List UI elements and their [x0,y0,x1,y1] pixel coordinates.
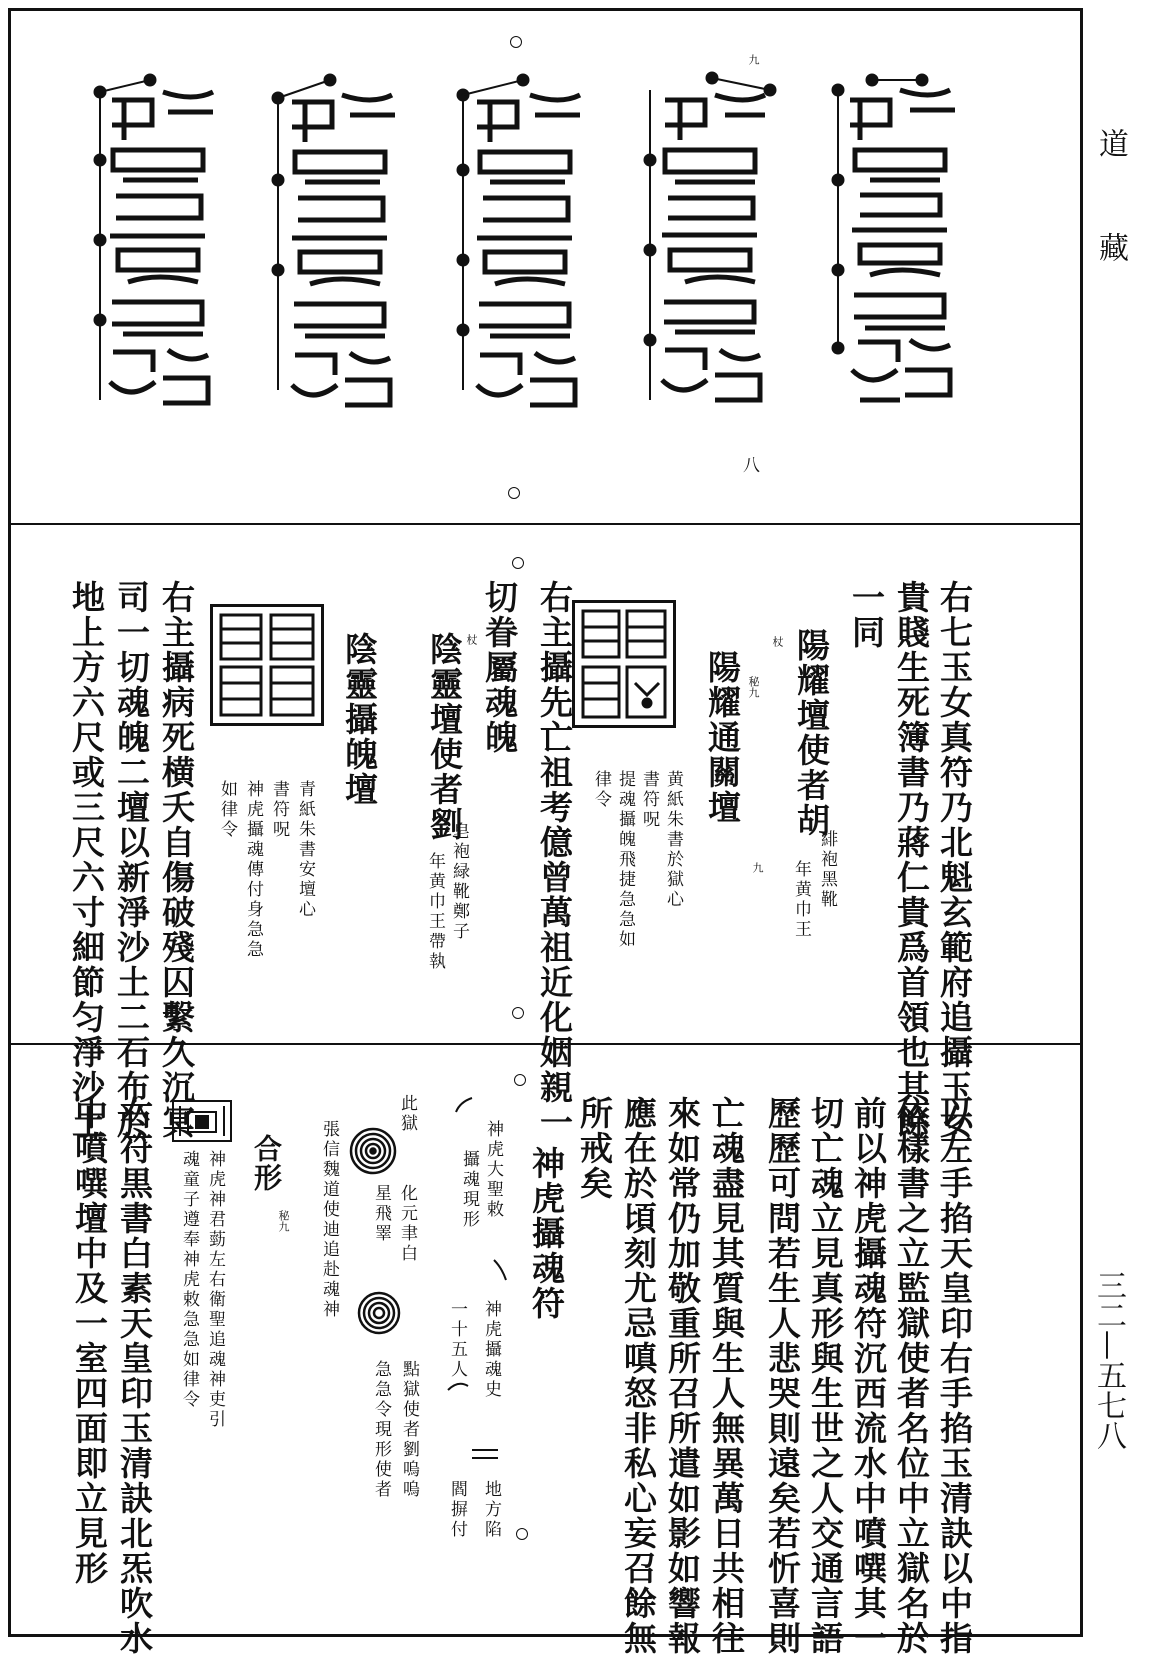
p3-col-2: 依樣書之立監獄使者名位中立獄名於 [892,1096,931,1656]
binding-hole-top [510,36,522,48]
p2-nine-mark: 九 [751,862,764,873]
p3-note-8: 星飛睪 [371,1184,391,1244]
p2-note-5: 提魂攝魄飛捷急急如 [615,770,635,950]
panel-divider-upper [8,523,1083,525]
p2-note-6: 律令 [591,770,611,810]
p3-col-5: 歷歷可問若生人悲哭則遠矣若忻喜則 [763,1096,802,1656]
p3-small-mark: 秘九 [277,1210,290,1232]
binding-hole-p2-bottom [512,1007,524,1019]
talisman-stroke-marks [432,1090,512,1510]
spiral-seal-lower [356,1290,402,1336]
p3-note-2: 攝魂現形 [459,1150,479,1230]
talisman-3 [455,70,605,430]
p3-col-8: 應在於頃刻尤忌嗔怒非私心妄召餘無 [619,1096,658,1656]
talisman-4 [270,70,420,430]
p3-note-13: 魂童子遵奉神虎敕急急如律令 [179,1150,199,1410]
p2-small-mark: 杖 [771,636,784,647]
p2-note-8: 年黄巾王帶執 [425,852,445,972]
p2-small-mark-2: 杖 [465,634,478,645]
p3-col-12: 中噴噀壇中及一室四面即立見形 [70,1096,109,1586]
p3-note-9: 此獄 [397,1094,417,1134]
p2-note-10: 書符呪 [269,780,289,840]
p2-col-7: 切眷屬魂魄 [480,580,519,755]
p3-col-7: 來如常仍加敬重所召所遣如影如響報 [663,1096,702,1656]
binding-hole-p3-bottom [516,1528,528,1540]
p3-col-3: 前以神虎攝魂符沉西流水中噴噀其一 [849,1096,888,1656]
p3-note-3: 神虎攝魂史 [481,1300,501,1400]
binding-hole-p3-top [514,1074,526,1086]
p2-col-3: 一同 [847,580,886,650]
p3-col-6: 亡魂盡見其質與生人無異萬日共相往 [707,1096,746,1656]
p2-note-1: 緋袍黑靴 [817,830,837,910]
seal-shenhu [172,1100,232,1142]
p3-col-11: 右符黒書白素天皇印玉清訣北炁吹水 [115,1096,154,1656]
p3-talisman-title: 神虎攝魂符 [527,1146,566,1321]
p2-col-9: 陰靈攝魄壇 [340,632,379,807]
p2-col-11: 司一切魂魄二壇以新淨沙土二石布於 [112,580,151,1140]
talisman-1 [830,70,980,430]
p2-folio-mark: 秘九 [747,676,760,698]
p2-col-2: 貴賤生死簿書乃蔣仁貴爲首領也其餘 [892,580,931,1140]
p2-col-10: 右主攝病死横夭自傷破殘囚繫久沉冥 [157,580,196,1140]
p3-col-1: 以左手掐天皇印右手掐玉清訣以中指 [935,1096,974,1656]
p3-note-14: 點獄使者劉嗚嗚 [399,1360,419,1500]
p2-col-1: 右七玉女真符乃北魁玄範府追攝玉女 [935,580,974,1140]
binding-hole-mid [508,487,520,499]
p3-note-11: 張信魏道使迪追赴魂神 [319,1120,339,1320]
p2-note-7: 皂袍緑靴鄭子 [449,822,469,942]
p3-col-4: 切亡魂立見真形與生世之人交通言語 [806,1096,845,1656]
p3-note-6: 閻摒付 [447,1480,467,1540]
margin-title-zang: 藏 [1093,232,1128,262]
seal-yinling [210,604,324,726]
folio-mark: 九 [747,54,760,65]
p2-note-12: 如律令 [217,780,237,840]
p3-note-7: 化元聿白 [397,1184,417,1264]
p2-note-11: 神虎攝魂傳付身急急 [243,780,263,960]
binding-hole-p2-top [512,557,524,569]
p2-col-6: 右主攝先亡祖考億曾萬祖近化姻親一 [535,580,574,1140]
margin-page-number: 三二—五七八 [1091,1270,1126,1450]
margin-title-dao: 道 [1093,128,1128,158]
p2-col-4: 陽耀壇使者胡 [792,628,831,838]
p3-note-1: 神虎大聖敕 [483,1120,503,1220]
p2-note-9: 青紙朱書安壇心 [295,780,315,920]
p2-note-4: 書符呪 [639,770,659,830]
panel1-mark: 八 [739,456,759,476]
talisman-2 [640,70,790,430]
talisman-5 [88,70,238,430]
p3-heading-hexing: 合形 [250,1134,283,1192]
spiral-seal-upper [348,1126,398,1176]
p2-col-5: 陽耀通關壇 [703,650,742,825]
p2-col-12: 地上方六尺或三尺六寸細節匀淨沙土 [67,580,106,1140]
p3-note-12: 神虎神君葝左右衛聖追魂神吏引 [205,1150,225,1430]
p3-note-10: 急急令現形使者 [371,1360,391,1500]
p3-note-4: 一十五人 [447,1300,467,1380]
seal-yangyao [572,600,676,728]
p3-note-5: 地方陷 [481,1480,501,1540]
p2-col-8: 陰靈壇使者劉 [425,632,464,842]
p2-note-2: 年黄巾王 [791,860,811,940]
p3-col-9: 所戒矣 [575,1096,614,1201]
p2-note-3: 黄紙朱書於獄心 [663,770,683,910]
